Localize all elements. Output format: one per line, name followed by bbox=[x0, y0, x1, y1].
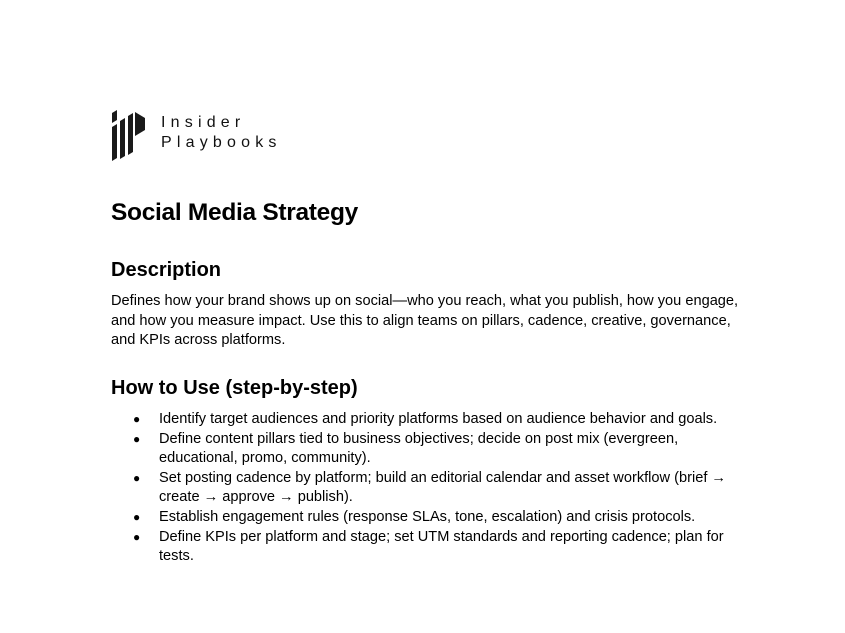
description-heading: Description bbox=[111, 259, 222, 281]
how-to-use-heading: How to Use (step-by-step) bbox=[111, 377, 358, 399]
step-text: Define content pillars tied to business objectives; decide on post mix (evergreen, educational, promo, community). bbox=[159, 430, 679, 467]
step-text: Define KPIs per platform and stage; set UTM standards and reporting cadence; plan for tests. bbox=[159, 528, 724, 565]
list-item bbox=[111, 528, 751, 567]
ip-monogram-icon bbox=[111, 108, 147, 162]
list-item bbox=[111, 410, 751, 430]
page-title: Social Media Strategy bbox=[111, 199, 358, 226]
bullet-icon: ● bbox=[133, 509, 141, 524]
brand-name-line1: Insider bbox=[161, 114, 246, 131]
description-text: Defines how your brand shows up on social—who you reach, what you publish, how you engage, and how you measure impact. Use this to align teams on pillars, cadence, creative, governance, and KPIs across platforms. bbox=[111, 293, 739, 349]
brand-logo bbox=[111, 108, 282, 162]
bullet-icon: ● bbox=[133, 431, 141, 446]
step-text: Identify target audiences and priority platforms based on audience behavior and goals. bbox=[159, 411, 718, 427]
bullet-icon: ● bbox=[133, 470, 141, 485]
bullet-icon: ● bbox=[133, 412, 141, 426]
list-item bbox=[111, 430, 751, 469]
brand-name-line2: Playbooks bbox=[161, 134, 282, 151]
brand-wordmark bbox=[161, 113, 282, 153]
list-item bbox=[111, 508, 751, 528]
bullet-icon: ● bbox=[133, 529, 141, 544]
step-text: Set posting cadence by platform; build an editorial calendar and asset workflow (brief → create → approve → publish). bbox=[159, 469, 727, 506]
list-item bbox=[111, 469, 751, 508]
steps-list bbox=[111, 410, 751, 567]
step-text: Establish engagement rules (response SLAs, tone, escalation) and crisis protocols. bbox=[159, 508, 696, 525]
